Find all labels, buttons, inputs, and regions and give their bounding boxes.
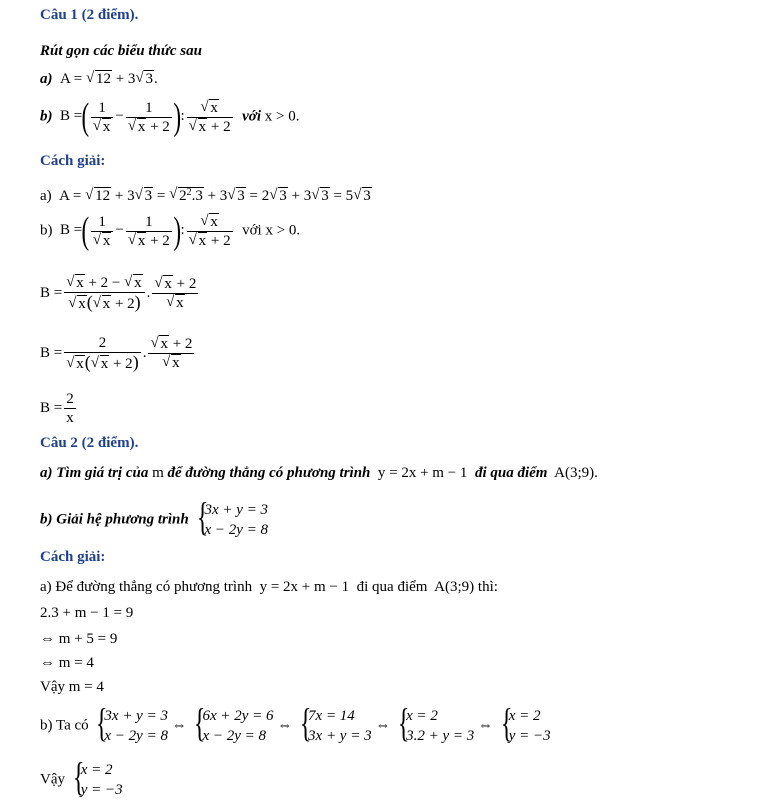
sol2-line1: 2.3 + m − 1 = 9 xyxy=(40,605,134,621)
sol2-b: b) Ta có { 3x + y = 3 x − 2y = 8 ⇔ { 6x + 2y = 6 x − 2y = 8 ⇔ { 7x = 14 3x + y = 3 ⇔ { x = 2 3.2 + y = 3 ⇔ { x = 2 y = −3 xyxy=(40,706,551,746)
sol2-conclusion: Vậy m = 4 xyxy=(40,679,104,695)
sol1-a: a) A = √ 12 + 3√ 3 = √ $2^2.3 + 3√$ 3 = 2√ 3 + 3√ 3 = 5√ 3 xyxy=(40,188,372,204)
sol2-a-intro: a) Để đường thẳng có phương trình y = 2x + m − 1 đi qua điểm A(3;9) thì: xyxy=(40,579,498,595)
sol1-b-result: B = $\frac{2}{x}$ xyxy=(40,391,74,426)
sol2-heading: Cách giải: xyxy=(40,549,106,565)
q1-task: Rút gọn các biểu thức sau xyxy=(40,43,202,59)
q2-a: a) Tìm giá trị của m để đường thẳng có phương trình y = 2x + m − 1 đi qua điểm A(3;9). xyxy=(40,465,598,481)
sol2-final: Vậy { x = 2 y = −3 xyxy=(40,760,123,800)
q1-a: a) A = √ 12 + 3√ 3. xyxy=(40,72,158,87)
q2-heading: Câu 2 (2 điểm). xyxy=(40,435,139,451)
sol1-b-step2: B = 2 √ x(√ x + 2) . √ x + 2 √ x xyxy=(40,334,196,373)
sol1-heading: Cách giải: xyxy=(40,153,106,169)
q2-b: b) Giải hệ phương trình { 3x + y = 3 x − 2y = 8 xyxy=(40,500,268,540)
q1-heading: Câu 1 (2 điểm). xyxy=(40,7,139,23)
sol2-line3: ⇔ m = 4 xyxy=(40,655,94,671)
q1-b: b) B =( 1 √ x − 1 √ x + 2 ): √ x √ x + 2 với x > 0. xyxy=(40,98,299,136)
sol1-b-step1: B = √ x + 2 − √ x √ x(√ x + 2) . √ x + 2 √ x xyxy=(40,274,200,313)
sol2-line2: ⇔ m + 5 = 9 xyxy=(40,631,118,647)
q2-system: { 3x + y = 3 x − 2y = 8 xyxy=(195,500,269,540)
sol1-b: b) B =( 1 √ x − 1 √ x + 2 ): √ x √ x + 2 với x > 0. xyxy=(40,212,300,250)
